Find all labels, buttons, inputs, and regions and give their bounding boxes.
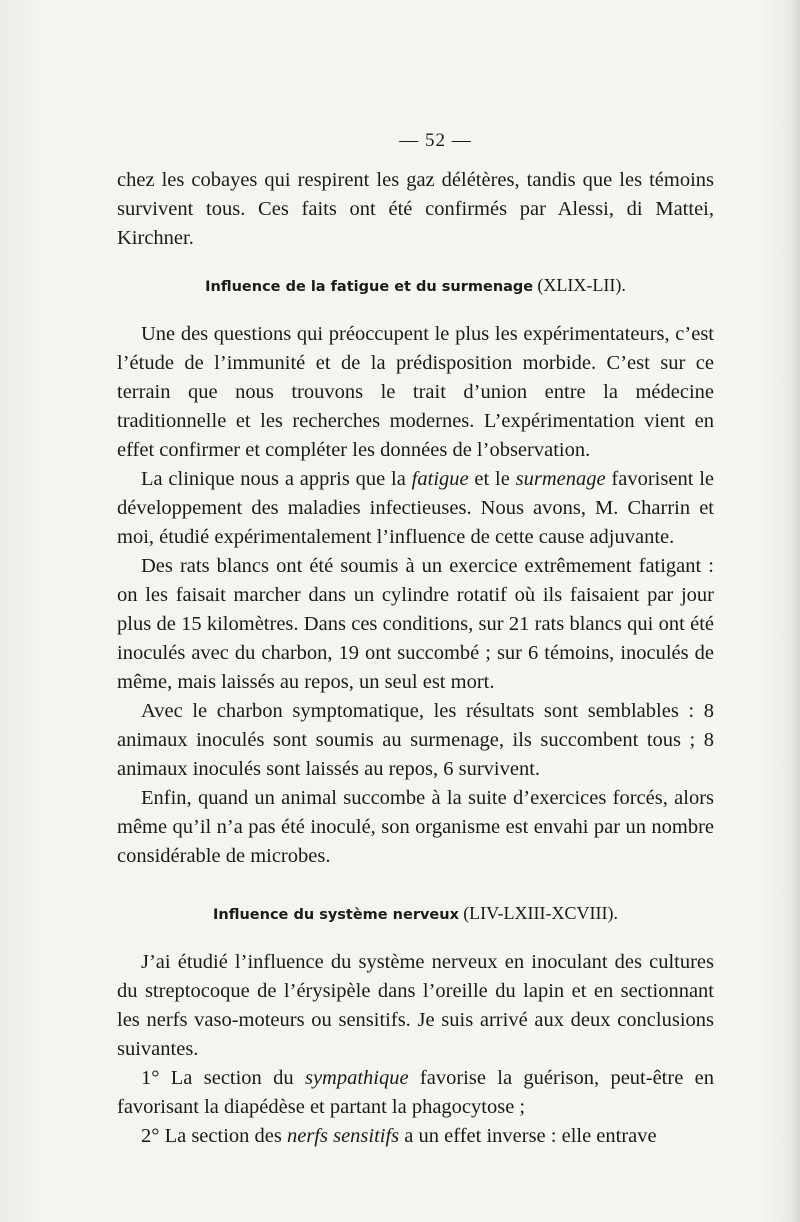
text-run: La section du bbox=[159, 1067, 305, 1089]
text-run: La clinique nous a appris que la bbox=[141, 468, 412, 490]
item-number: 2° bbox=[141, 1125, 160, 1147]
section-heading-fatigue bbox=[117, 271, 714, 302]
italic-term: sympathique bbox=[304, 1067, 409, 1089]
paragraph: J’ai étudié l’influence du système nerveux en inoculant des cultures du streptocoque de l’érysipèle dans l’oreille du lapin et en sectionnant les nerfs vaso-moteurs ou sensitifs. Je suis arrivé aux deux conclusions suivantes. bbox=[117, 951, 714, 1060]
text-run: La section des bbox=[159, 1125, 287, 1147]
paragraph: Une des questions qui préoccupent le plus les expérimentateurs, c’est l’étude de l’immunité et de la prédisposition morbide. C’est sur ce terrain que nous trouvons le trait d’union entre la médecine traditionnelle et les recherches modernes. L’expérimentation vient en effet confirmer et compléter les données de l’observation. bbox=[117, 323, 714, 461]
section-title: Influence de la fatigue et du surmenage bbox=[205, 279, 534, 295]
italic-term: fatigue bbox=[411, 468, 469, 490]
paragraph-continuation: chez les cobayes qui respirent les gaz délétères, tandis que les témoins survivent tous. Ces faits ont été confirmés par Alessi, di Mattei, Kirchner. bbox=[117, 169, 714, 249]
section-refs: (LIV-LXIII-XCVIII). bbox=[463, 903, 618, 923]
italic-term: nerfs sensitifs bbox=[286, 1125, 400, 1147]
text-run: favorisent le développement des maladies infectieuses. Nous avons, M. Charrin et moi, étudié expérimentalement l’influence de cette cause adjuvante. bbox=[117, 468, 714, 548]
paragraph bbox=[117, 465, 714, 552]
text-run: et le bbox=[468, 468, 516, 490]
paragraph: Enfin, quand un animal succombe à la suite d’exercices forcés, alors même qu’il n’a pas été inoculé, son organisme est envahi par un nombre considérable de microbes. bbox=[117, 787, 714, 867]
list-item bbox=[117, 1064, 714, 1122]
italic-term: surmenage bbox=[515, 468, 606, 490]
text-run: a un effet inverse : elle entrave bbox=[399, 1125, 657, 1147]
paragraph: Des rats blancs ont été soumis à un exercice extrêmement fatigant : on les faisait marcher dans un cylindre rotatif où ils faisaient par jour plus de 15 kilomètres. Dans ces conditions, sur 21 rats blancs qui ont été inoculés avec du charbon, 19 ont succombé ; sur 6 témoins, inoculés de même, mais laissés au repos, un seul est mort. bbox=[117, 555, 714, 693]
text-run: favorise la guérison, peut-être en favorisant la diapédèse et partant la phagocytose ; bbox=[117, 1067, 714, 1118]
section-heading-nervous-system bbox=[117, 899, 714, 930]
list-item bbox=[117, 1122, 714, 1151]
page-edge-shadow bbox=[790, 0, 800, 1222]
section-title: Influence du système nerveux bbox=[213, 907, 459, 923]
page-number: — 52 — bbox=[399, 130, 472, 151]
page-content bbox=[117, 130, 714, 1151]
paragraph: Avec le charbon symptomatique, les résultats sont semblables : 8 animaux inoculés sont soumis au surmenage, ils succombent tous ; 8 animaux inoculés sont laissés au repos, 6 survivent. bbox=[117, 700, 714, 780]
section-refs: (XLIX-LII). bbox=[537, 275, 626, 295]
item-number: 1° bbox=[141, 1067, 160, 1089]
